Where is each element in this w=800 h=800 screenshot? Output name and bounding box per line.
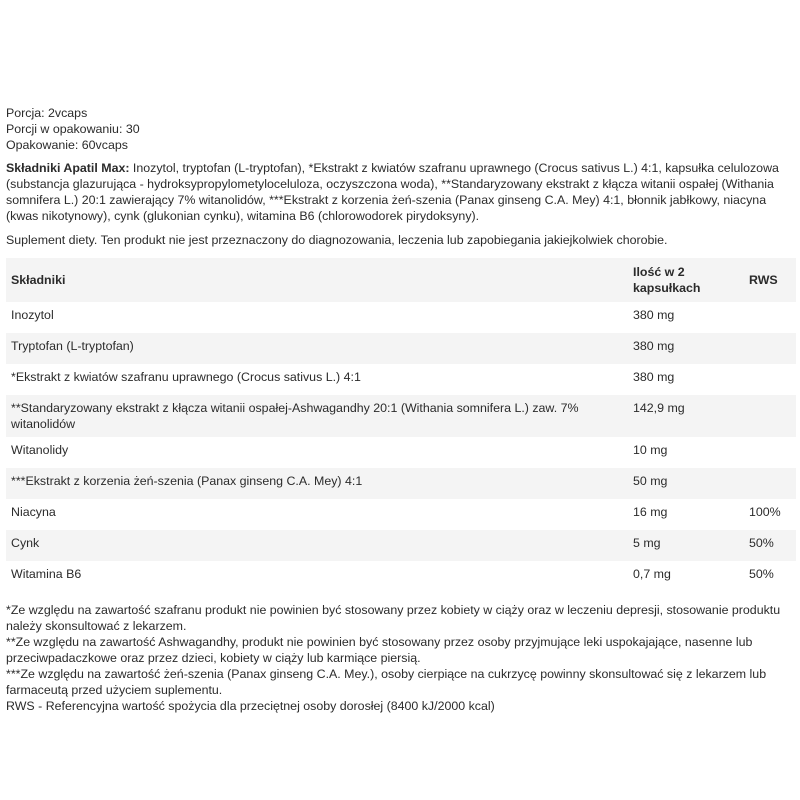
table-row [6,530,796,561]
header-ingredient: Składniki [6,258,628,302]
portion-info [6,105,796,153]
amount-cell: 10 mg [628,437,744,468]
footnote: *Ze względu na zawartość szafranu produkt nie powinien być stosowany przez kobiety w ciąży oraz w leczeniu depresji, stosowanie produktu należy skonsultować z lekarzem. [6,603,781,633]
amount-cell: 5 mg [628,530,744,561]
table-row [6,395,796,437]
table-row [6,499,796,530]
ingredient-cell: Cynk [6,530,628,561]
amount-cell: 380 mg [628,302,744,333]
ingredient-cell: Niacyna [6,499,628,530]
amount-cell: 16 mg [628,499,744,530]
rws-cell: 50% [744,561,796,592]
table-body [6,302,796,592]
ingredients-label: Składniki Apatil Max: [6,161,130,175]
table-header-row [6,258,796,302]
rws-cell [744,395,796,437]
portion-size: Porcja: 2vcaps [6,106,88,120]
table-row [6,561,796,592]
header-amount: Ilość w 2 kapsułkach [628,258,744,302]
rws-cell: 100% [744,499,796,530]
amount-cell: 380 mg [628,364,744,395]
footnote: **Ze względu na zawartość Ashwagandhy, produkt nie powinien być stosowany przez osoby przyjmujące leki uspokajające, nasenne lub przeciwpadaczkowe oraz przez dzieci, kobiety w ciąży lub karmiące piersią. [6,635,753,665]
amount-cell: 142,9 mg [628,395,744,437]
rws-cell [744,364,796,395]
product-info-document [6,105,796,714]
ingredient-cell: Inozytol [6,302,628,333]
footnote: RWS - Referencyjna wartość spożycia dla przeciętnej osoby dorosłej (8400 kJ/2000 kcal) [6,699,495,713]
footnotes [6,602,796,714]
ingredient-cell: Witanolidy [6,437,628,468]
table-row [6,364,796,395]
amount-cell: 0,7 mg [628,561,744,592]
ingredients-paragraph [6,160,796,224]
ingredient-cell: **Standaryzowany ekstrakt z kłącza witanii ospałej-Ashwagandhy 20:1 (Withania somnifera L.) zaw. 7% witanolidów [6,395,628,437]
nutrition-table [6,258,796,592]
table-row [6,468,796,499]
table-row [6,437,796,468]
footnote: ***Ze względu na zawartość żeń-szenia (Panax ginseng C.A. Mey.), osoby cierpiące na cukrzycę powinny skonsultować się z lekarzem lub farmaceutą przed użyciem suplementu. [6,667,767,697]
supplement-disclaimer: Suplement diety. Ten produkt nie jest przeznaczony do diagnozowania, leczenia lub zapobiegania jakiejkolwiek chorobie. [6,233,668,247]
rws-cell [744,302,796,333]
rws-cell [744,333,796,364]
table-row [6,333,796,364]
ingredients-text: Inozytol, tryptofan (L-tryptofan), *Ekstrakt z kwiatów szafranu uprawnego (Crocus sativus L.) 4:1, kapsułka celulozowa (substancja glazurująca - hydroksypropylometyloceluloza, oczyszczona woda), **Standaryzowany ekstrakt z kłącza witanii ospałej (Withania somnifera L.) 20:1 zawierający 7% witanolidów, ***Ekstrakt z korzenia żeń-szenia (Panax ginseng C.A. Mey) 4:1, błonnik jabłkowy, niacyna (kwas nikotynowy), cynk (glukonian cynku), witamina B6 (chlorowodorek pirydoksyny). [6,161,779,223]
rws-cell: 50% [744,530,796,561]
package-size: Opakowanie: 60vcaps [6,138,128,152]
ingredient-cell: Witamina B6 [6,561,628,592]
amount-cell: 380 mg [628,333,744,364]
ingredient-cell: ***Ekstrakt z korzenia żeń-szenia (Panax ginseng C.A. Mey) 4:1 [6,468,628,499]
table-row [6,302,796,333]
servings-per-package: Porcji w opakowaniu: 30 [6,122,140,136]
ingredient-cell: Tryptofan (L-tryptofan) [6,333,628,364]
amount-cell: 50 mg [628,468,744,499]
header-rws: RWS [744,258,796,302]
rws-cell [744,468,796,499]
ingredient-cell: *Ekstrakt z kwiatów szafranu uprawnego (Crocus sativus L.) 4:1 [6,364,628,395]
rws-cell [744,437,796,468]
